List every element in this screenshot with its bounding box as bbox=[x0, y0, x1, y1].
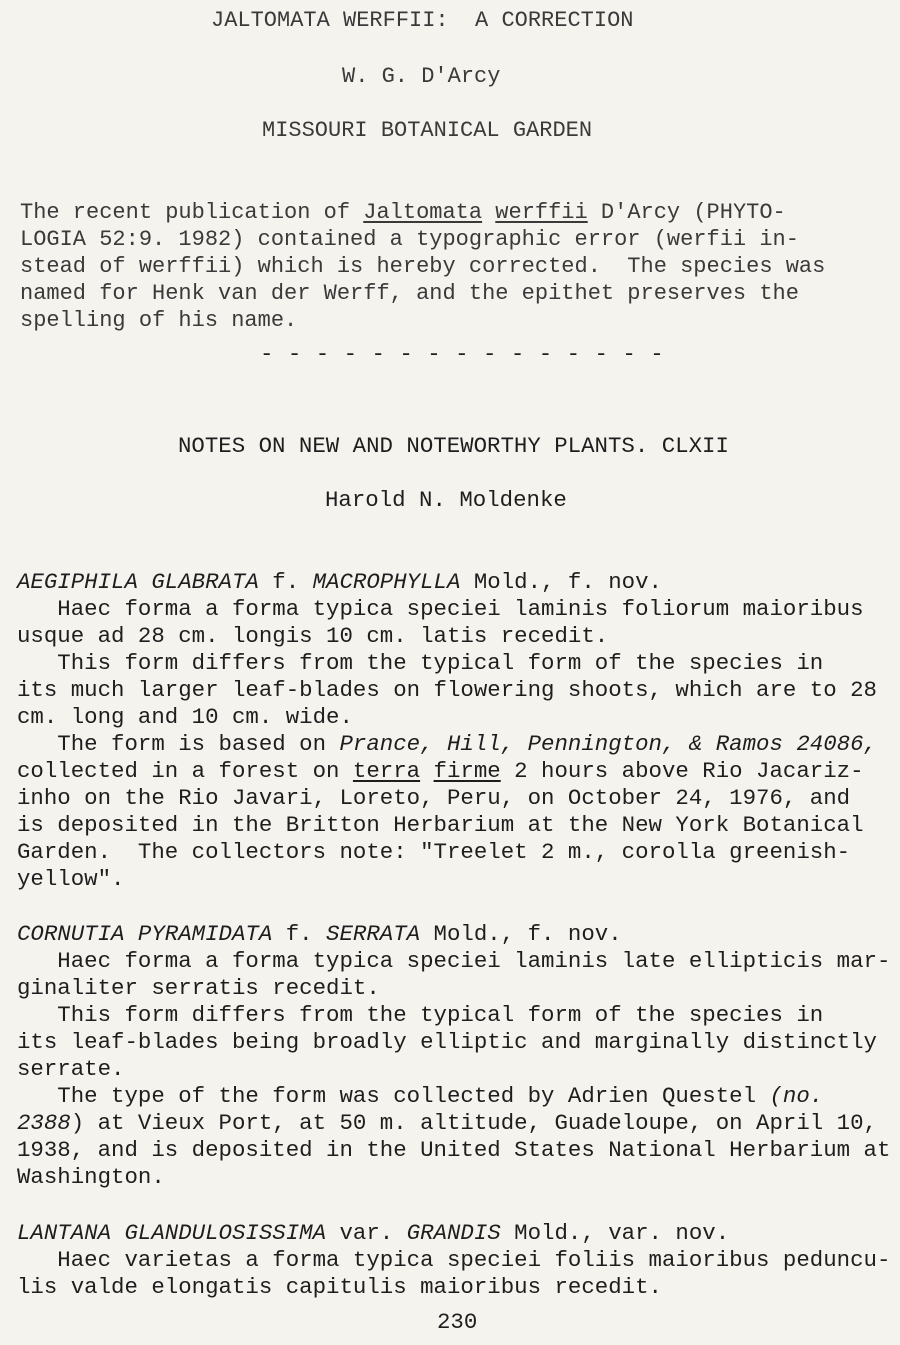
text-segment: The recent publication of bbox=[20, 200, 364, 225]
text-segment: Haec forma a forma typica speciei laminis foliorum maioribus bbox=[17, 596, 864, 622]
text-segment: inho on the Rio Javari, Loreto, Peru, on October 24, 1976, and bbox=[17, 785, 851, 811]
section-separator: - - - - - - - - - - - - - - - bbox=[260, 341, 665, 367]
text-segment: Haec forma a forma typica speciei laminis late ellipticis mar- bbox=[17, 948, 891, 974]
text-segment: The type of the form was collected by Adrien Questel bbox=[17, 1083, 770, 1109]
text-line bbox=[17, 731, 877, 758]
text-segment: 2 hours above Rio Jacariz- bbox=[500, 758, 864, 784]
text-line bbox=[17, 785, 877, 812]
text-line bbox=[20, 199, 825, 226]
correction-paragraph bbox=[20, 199, 825, 334]
text-segment: is deposited in the Britton Herbarium at the New York Botanical bbox=[17, 812, 864, 838]
article-author: W. G. D'Arcy bbox=[342, 64, 501, 89]
text-line bbox=[17, 1220, 890, 1247]
text-segment: Mold., f. nov. bbox=[420, 921, 622, 947]
notes-title: NOTES ON NEW AND NOTEWORTHY PLANTS. CLXII bbox=[178, 433, 729, 459]
text-segment: spelling of his name. bbox=[20, 308, 298, 333]
underlined-text: werffii bbox=[495, 200, 588, 225]
text-line bbox=[17, 866, 877, 893]
text-line bbox=[17, 1002, 890, 1029]
text-line bbox=[20, 226, 825, 253]
entry-cornutia bbox=[17, 921, 890, 1191]
text-line bbox=[17, 623, 877, 650]
text-segment bbox=[420, 758, 433, 784]
underlined-text: firme bbox=[433, 758, 501, 784]
text-segment: named for Henk van der Werff, and the epithet preserves the bbox=[20, 281, 799, 306]
text-line bbox=[17, 1274, 890, 1301]
text-segment: LOGIA 52:9. 1982) contained a typographic error (werfii in- bbox=[20, 227, 799, 252]
text-segment: cm. long and 10 cm. wide. bbox=[17, 704, 353, 730]
text-segment: Washington. bbox=[17, 1164, 165, 1190]
text-segment: serrate. bbox=[17, 1056, 125, 1082]
italic-text: Prance, Hill, Pennington, & Ramos 24086, bbox=[339, 731, 877, 757]
text-line bbox=[17, 1083, 890, 1110]
italic-text: GRANDIS bbox=[406, 1220, 501, 1246]
text-segment: Mold., var. nov. bbox=[500, 1220, 730, 1246]
notes-author: Harold N. Moldenke bbox=[325, 487, 567, 513]
italic-text: (no. bbox=[769, 1083, 824, 1109]
text-segment: This form differs from the typical form of the species in bbox=[17, 1002, 824, 1028]
text-line bbox=[17, 596, 877, 623]
italic-text: SERRATA bbox=[326, 921, 421, 947]
text-line bbox=[17, 677, 877, 704]
text-segment: This form differs from the typical form of the species in bbox=[17, 650, 824, 676]
text-line bbox=[17, 839, 877, 866]
text-segment: Haec varietas a forma typica speciei foliis maioribus peduncu- bbox=[17, 1247, 891, 1273]
page-number: 230 bbox=[437, 1309, 478, 1335]
text-segment: lis valde elongatis capitulis maioribus recedit. bbox=[17, 1274, 662, 1300]
text-line bbox=[17, 650, 877, 677]
text-line bbox=[20, 280, 825, 307]
text-segment: its leaf-blades being broadly elliptic and marginally distinctly bbox=[17, 1029, 877, 1055]
text-line bbox=[20, 253, 825, 280]
italic-text: AEGIPHILA GLABRATA bbox=[17, 569, 259, 595]
text-segment: D'Arcy (PHYTO- bbox=[587, 200, 786, 225]
article-affiliation: MISSOURI BOTANICAL GARDEN bbox=[262, 118, 593, 143]
text-line bbox=[20, 307, 825, 334]
text-segment: The form is based on bbox=[17, 731, 340, 757]
text-segment: Garden. The collectors note: "Treelet 2 m., corolla greenish- bbox=[17, 839, 851, 865]
text-segment: collected in a forest on bbox=[17, 758, 353, 784]
italic-text: MACROPHYLLA bbox=[312, 569, 461, 595]
text-line bbox=[17, 812, 877, 839]
underlined-text: Jaltomata bbox=[363, 200, 483, 225]
text-segment: yellow". bbox=[17, 866, 125, 892]
text-line bbox=[17, 1247, 890, 1274]
text-segment: f. bbox=[272, 921, 327, 947]
text-segment bbox=[482, 200, 495, 225]
text-line bbox=[17, 921, 890, 948]
text-line bbox=[17, 975, 890, 1002]
text-line bbox=[17, 569, 877, 596]
text-segment: f. bbox=[258, 569, 313, 595]
italic-text: 2388 bbox=[17, 1110, 71, 1136]
text-line bbox=[17, 948, 890, 975]
text-line bbox=[17, 1029, 890, 1056]
text-segment: 1938, and is deposited in the United States National Herbarium at bbox=[17, 1137, 891, 1163]
text-line bbox=[17, 1110, 890, 1137]
text-segment: stead of werffii) which is hereby corrected. The species was bbox=[20, 254, 826, 279]
text-segment: ginaliter serratis recedit. bbox=[17, 975, 380, 1001]
text-segment: its much larger leaf-blades on flowering shoots, which are to 28 bbox=[17, 677, 877, 703]
text-segment: var. bbox=[326, 1220, 407, 1246]
text-segment: usque ad 28 cm. longis 10 cm. latis recedit. bbox=[17, 623, 609, 649]
underlined-text: terra bbox=[352, 758, 421, 784]
text-line bbox=[17, 758, 877, 785]
article-title: JALTOMATA WERFFII: A CORRECTION bbox=[211, 8, 634, 33]
italic-text: LANTANA GLANDULOSISSIMA bbox=[17, 1220, 327, 1246]
text-segment: ) at Vieux Port, at 50 m. altitude, Guadeloupe, on April 10, bbox=[70, 1110, 877, 1136]
text-line bbox=[17, 704, 877, 731]
text-line bbox=[17, 1056, 890, 1083]
text-line bbox=[17, 1164, 890, 1191]
entry-lantana bbox=[17, 1220, 890, 1301]
text-line bbox=[17, 1137, 890, 1164]
entry-aegiphila bbox=[17, 569, 877, 893]
italic-text: CORNUTIA PYRAMIDATA bbox=[17, 921, 273, 947]
text-segment: Mold., f. nov. bbox=[460, 569, 662, 595]
